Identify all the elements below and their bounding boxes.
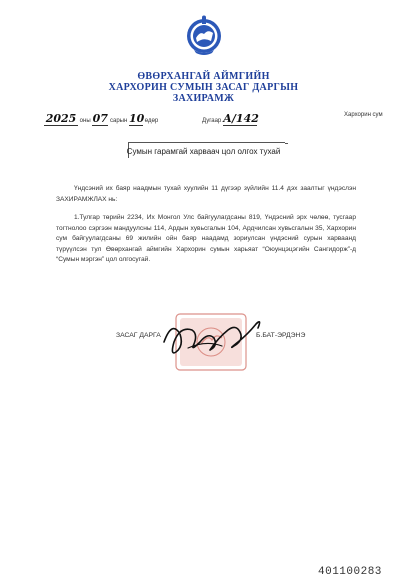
header-doc-type: ЗАХИРАМЖ: [172, 93, 235, 104]
document-number: А/142: [222, 112, 259, 125]
date-month: 07: [92, 112, 108, 125]
signatory-name: Б.БАТ-ЭРДЭНЭ: [256, 332, 306, 339]
date-year-suffix: оны: [79, 118, 91, 124]
paragraph-basis: Үндсэний их баяр наадмын тухай хуулийн 11 дүгээр зүйлийн 11.4 дэх заалтыг үндэслэн ЗАХИРАМЖЛАХ нь:: [56, 185, 356, 203]
mongolia-state-emblem-icon: [184, 14, 224, 56]
date-month-suffix: сарын: [109, 118, 128, 124]
serial-number: 401100283: [318, 566, 382, 578]
paragraph-order: 1.Тулгар төрийн 2234, Их Монгол Улс байгуулагдсаны 819, Үндэсний эрх чөлөө, тусгаар тогтнолоо сэргээн мандуулсны 114, Ардын хувьсгалын 104, Ардчилсан хувьсгалын 35, Хархорин сум байгуулагдсаны 69 жилийн ойн баяр наадамд зориулсан үндэсний сурын харваанд түрүүлсэн тул Өвөрхангай аймгийн Хархорин сумын харьяат “Оюунцэцэгийн Сангидорж”-д “Сумын мэргэн” цол олгосугай.: [56, 214, 356, 263]
header-aimag: ӨВӨРХАНГАЙ АЙМГИЙН: [137, 71, 270, 82]
number-label: Дугаар: [202, 118, 222, 124]
date-year: 2025: [45, 112, 77, 125]
place: Хархорин сум: [344, 112, 383, 118]
subject-title: Сумын гарамгай харваач цол олгох тухай: [126, 147, 281, 156]
date-day-suffix: өдөр: [144, 118, 159, 124]
number-line: [202, 112, 257, 126]
date-day: 10: [128, 112, 145, 125]
handwritten-signature-icon: [158, 312, 268, 360]
date-line: [44, 112, 158, 126]
header-sum-governor: ХАРХОРИН СУМЫН ЗАСАГ ДАРГЫН: [108, 82, 299, 93]
signatory-title: ЗАСАГ ДАРГА: [116, 332, 161, 339]
